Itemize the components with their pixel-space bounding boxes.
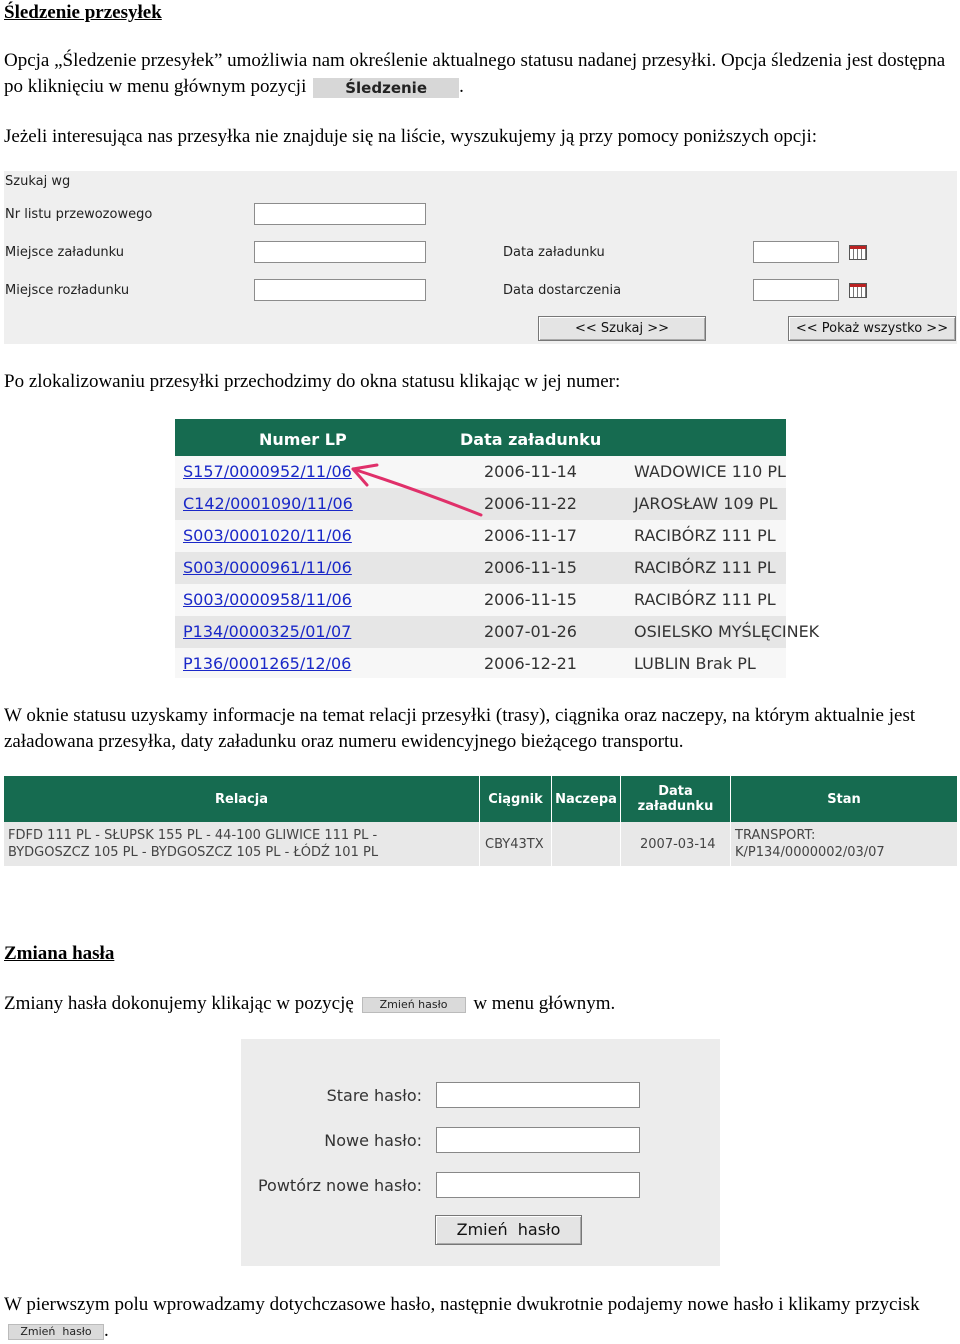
status-header-state: Stan <box>827 791 861 807</box>
shipment-place: JAROSŁAW 109 PL <box>634 494 778 513</box>
status-table <box>4 776 957 866</box>
loading-date-label: Data załadunku <box>503 245 605 260</box>
shipment-number-link[interactable]: P134/0000325/01/07 <box>183 622 352 641</box>
tracking-intro <box>4 48 954 100</box>
search-button[interactable]: << Szukaj >> <box>538 316 706 341</box>
unloading-place-input[interactable] <box>254 279 426 301</box>
old-password-input[interactable] <box>436 1082 640 1108</box>
shipment-number-link[interactable]: S003/0000958/11/06 <box>183 590 352 609</box>
shipment-list <box>175 419 820 678</box>
status-relation-line2: BYDGOSZCZ 105 PL - BYDGOSZCZ 105 PL - ŁÓDŹ 101 PL <box>8 845 379 860</box>
status-state <box>735 827 885 861</box>
tracking-menu-button[interactable]: Śledzenie <box>313 78 459 98</box>
waybill-label: Nr listu przewozowego <box>5 207 153 222</box>
shipment-place: RACIBÓRZ 111 PL <box>634 526 776 545</box>
column-divider <box>730 776 731 866</box>
status-state-line2: K/P134/0000002/03/07 <box>735 845 885 860</box>
tracking-intro-text: Opcja „Śledzenie przesyłek” umożliwia nam określenie aktualnego statusu nadanej przesyłki. Opcja śledzenia jest dostępna po kliknięciu w menu głównym pozycji <box>4 50 946 97</box>
status-date: 2007-03-14 <box>640 837 716 852</box>
shipment-number-link[interactable]: S003/0001020/11/06 <box>183 526 352 545</box>
tracking-search-intro: Jeżeli interesująca nas przesyłka nie znajduje się na liście, wyszukujemy ją przy pomocy poniższych opcji: <box>4 126 818 147</box>
old-password-label: Stare hasło: <box>326 1086 422 1105</box>
status-tractor: CBY43TX <box>485 837 544 852</box>
column-divider <box>620 776 621 866</box>
password-intro-text: Zmiany hasła dokonujemy klikając w pozycję <box>4 993 354 1014</box>
column-divider <box>479 776 480 866</box>
status-header-date-line2: załadunku <box>637 799 714 814</box>
calendar-icon[interactable] <box>849 245 867 260</box>
shipment-date: 2006-11-14 <box>484 462 577 481</box>
shipment-date: 2006-11-15 <box>484 590 577 609</box>
loading-place-input[interactable] <box>254 241 426 263</box>
password-instructions-text: W pierwszym polu wprowadzamy dotychczasowe hasło, następnie dwukrotnie podajemy nowe hasło i klikamy przycisk <box>4 1294 920 1315</box>
change-password-inline-button[interactable]: Zmień hasło <box>8 1324 104 1340</box>
tracking-intro-end: . <box>459 76 464 97</box>
show-all-button[interactable]: << Pokaż wszystko >> <box>788 316 956 341</box>
password-heading: Zmiana hasła <box>4 943 115 964</box>
calendar-icon[interactable] <box>849 283 867 298</box>
loading-place-label: Miejsce załadunku <box>5 245 125 260</box>
new-password-label: Nowe hasło: <box>324 1131 422 1150</box>
search-title: Szukaj wg <box>5 174 71 189</box>
list-header-date: Data załadunku <box>460 430 602 449</box>
column-divider <box>551 776 552 866</box>
status-header-tractor: Ciągnik <box>488 791 543 807</box>
delivery-date-input[interactable] <box>753 279 839 301</box>
unloading-place-label: Miejsce rozładunku <box>5 283 130 298</box>
pointer-arrow-icon <box>175 419 820 678</box>
list-header-number: Numer LP <box>259 430 347 449</box>
status-state-line1: TRANSPORT: <box>735 828 816 843</box>
status-relation <box>8 827 378 861</box>
password-panel <box>241 1039 720 1266</box>
status-header-date <box>621 776 730 822</box>
shipment-place: LUBLIN Brak PL <box>634 654 756 673</box>
shipment-date: 2006-11-17 <box>484 526 577 545</box>
shipment-place: RACIBÓRZ 111 PL <box>634 558 776 577</box>
search-panel <box>4 171 957 344</box>
password-intro-end: w menu głównym. <box>473 993 616 1014</box>
shipment-date: 2006-12-21 <box>484 654 577 673</box>
password-instructions-end: . <box>104 1320 109 1341</box>
change-password-button[interactable]: Zmień hasło <box>435 1215 582 1245</box>
repeat-password-label: Powtórz nowe hasło: <box>257 1176 422 1195</box>
new-password-input[interactable] <box>436 1127 640 1153</box>
shipment-place: OSIELSKO MYŚLĘCINEK <box>634 622 820 641</box>
tracking-list-intro: Po zlokalizowaniu przesyłki przechodzimy do okna statusu klikając w jej numer: <box>4 371 621 392</box>
password-menu-button[interactable]: Zmień hasło <box>362 997 466 1013</box>
password-instructions <box>4 1292 954 1344</box>
loading-date-input[interactable] <box>753 241 839 263</box>
status-header-date-line1: Data <box>658 784 693 799</box>
shipment-number-link[interactable]: C142/0001090/11/06 <box>183 494 353 513</box>
shipment-place: RACIBÓRZ 111 PL <box>634 590 776 609</box>
shipment-date: 2006-11-22 <box>484 494 577 513</box>
shipment-date: 2006-11-15 <box>484 558 577 577</box>
password-intro <box>4 991 954 1017</box>
shipment-date: 2007-01-26 <box>484 622 577 641</box>
status-header-relation: Relacja <box>215 791 268 807</box>
repeat-password-input[interactable] <box>436 1172 640 1198</box>
shipment-number-link[interactable]: S003/0000961/11/06 <box>183 558 352 577</box>
waybill-input[interactable] <box>254 203 426 225</box>
shipment-place: WADOWICE 110 PL <box>634 462 786 481</box>
status-header-trailer: Naczepa <box>555 791 617 807</box>
status-intro: W oknie statusu uzyskamy informacje na temat relacji przesyłki (trasy), ciągnika oraz naczepy, na którym aktualnie jest załadowana przesyłka, daty załadunku oraz numeru ewidencyjnego bieżącego transportu. <box>4 705 916 752</box>
delivery-date-label: Data dostarczenia <box>503 283 622 298</box>
shipment-number-link[interactable]: S157/0000952/11/06 <box>183 462 352 481</box>
status-relation-line1: FDFD 111 PL - SŁUPSK 155 PL - 44-100 GLIWICE 111 PL - <box>8 828 378 843</box>
shipment-number-link[interactable]: P136/0001265/12/06 <box>183 654 352 673</box>
tracking-heading: Śledzenie przesyłek <box>4 2 162 23</box>
